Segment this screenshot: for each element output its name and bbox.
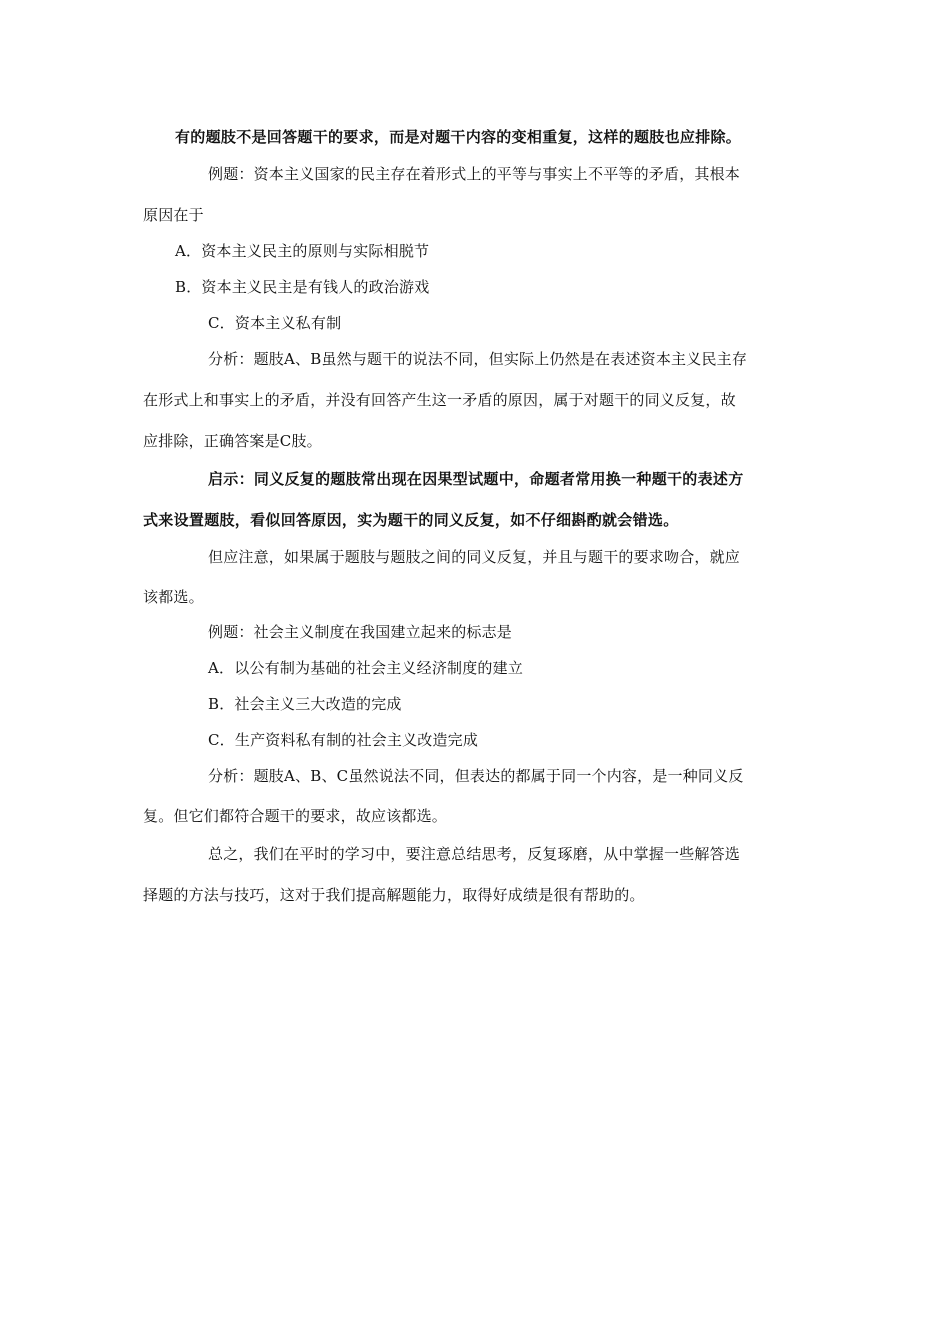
bold-paragraph-line: 有的题肢不是回答题干的要求，而是对题干内容的变相重复，这样的题肢也应排除。 — [175, 128, 742, 146]
analysis-line: 分析：题肢A、B、C虽然说法不同，但表达的都属于同一个内容，是一种同义反 — [208, 767, 744, 785]
note-line: 但应注意，如果属于题肢与题肢之间的同义反复，并且与题干的要求吻合，就应 — [208, 548, 741, 566]
option-c: C．生产资料私有制的社会主义改造完成 — [208, 731, 479, 749]
analysis-line: 应排除，正确答案是C肢。 — [143, 432, 322, 450]
option-a: A．资本主义民主的原则与实际相脱节 — [175, 242, 430, 260]
option-b: B．社会主义三大改造的完成 — [208, 695, 402, 713]
option-b: B．资本主义民主是有钱人的政治游戏 — [175, 278, 430, 296]
insight-line: 启示：同义反复的题肢常出现在因果型试题中，命题者常用换一种题干的表述方 — [208, 470, 744, 488]
example-question-line: 原因在于 — [143, 206, 204, 224]
option-a: A．以公有制为基础的社会主义经济制度的建立 — [208, 659, 524, 677]
summary-line: 择题的方法与技巧，这对于我们提高解题能力，取得好成绩是很有帮助的。 — [143, 886, 645, 904]
option-c: C．资本主义私有制 — [208, 314, 342, 332]
analysis-line: 分析：题肢A、B虽然与题干的说法不同，但实际上仍然是在表述资本主义民主存 — [208, 350, 748, 368]
analysis-line: 在形式上和事实上的矛盾，并没有回答产生这一矛盾的原因，属于对题干的同义反复，故 — [143, 391, 736, 409]
analysis-line: 复。但它们都符合题干的要求，故应该都选。 — [143, 807, 448, 825]
example-question-line: 例题：社会主义制度在我国建立起来的标志是 — [208, 623, 513, 641]
example-question-line: 例题：资本主义国家的民主存在着形式上的平等与事实上不平等的矛盾，其根本 — [208, 165, 741, 183]
insight-line: 式来设置题肢，看似回答原因，实为题干的同义反复，如不仔细斟酌就会错选。 — [143, 511, 679, 529]
summary-line: 总之，我们在平时的学习中，要注意总结思考，反复琢磨，从中掌握一些解答选 — [208, 845, 741, 863]
note-line: 该都选。 — [143, 588, 204, 606]
